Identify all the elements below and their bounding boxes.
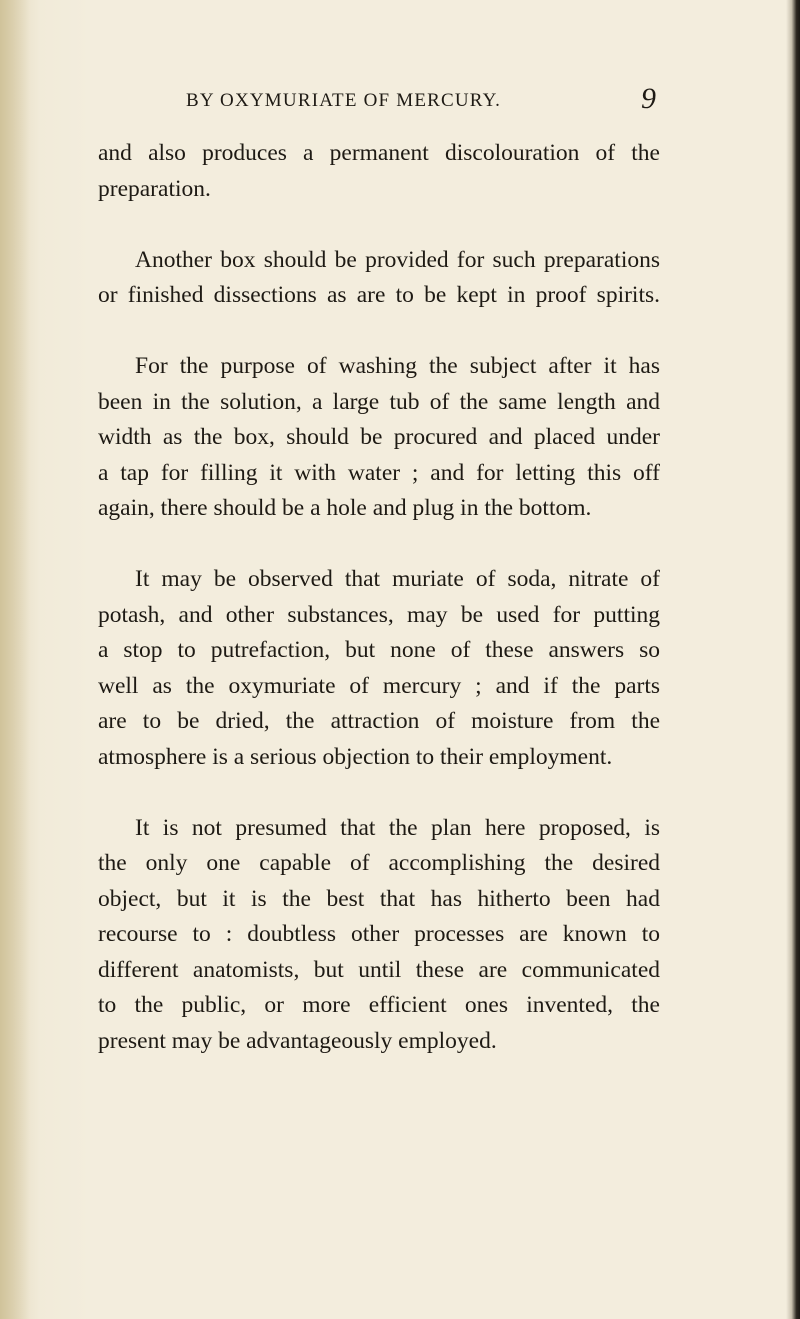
body-text [98, 136, 660, 1095]
text-line: different anatomists, but until these are communicated [98, 956, 660, 983]
text-line: object, but it is the best that has hitherto been had [98, 885, 660, 912]
text-line: a tap for filling it with water ; and for letting this off [98, 459, 660, 486]
text-line: potash, and other substances, may be used for putting [98, 601, 660, 628]
text-line: been in the solution, a large tub of the same length and [98, 388, 660, 415]
text-line: present may be advantageously employed. [98, 1027, 497, 1054]
paragraph [98, 349, 660, 527]
paragraph [98, 562, 660, 775]
text-line: atmosphere is a serious objection to their employment. [98, 743, 613, 770]
text-line: It may be observed that muriate of soda, nitrate of [135, 566, 660, 592]
page-header [186, 82, 656, 120]
text-line: to the public, or more efficient ones invented, the [98, 992, 660, 1018]
paragraph [98, 136, 660, 207]
page-edge [786, 0, 800, 1319]
text-line: the only one capable of accomplishing the desired [98, 850, 660, 876]
text-line: For the purpose of washing the subject after it has [135, 353, 660, 379]
running-head: BY OXYMURIATE OF MERCURY. [186, 90, 502, 111]
text-line: and also produces a permanent discolouration of the [98, 140, 660, 166]
text-line: again, there should be a hole and plug in the bottom. [98, 495, 592, 521]
gutter-shadow [0, 0, 30, 1319]
text-line: width as the box, should be procured and placed under [98, 424, 660, 450]
text-line: preparation. [98, 175, 211, 202]
text-line: well as the oxymuriate of mercury ; and if the parts [98, 672, 660, 699]
paragraph [98, 243, 660, 314]
text-line: are to be dried, the attraction of moisture from the [98, 708, 660, 734]
text-line: It is not presumed that the plan here proposed, is [135, 814, 660, 841]
text-line: or finished dissections as are to be kept in proof spirits. [98, 282, 660, 308]
text-line: a stop to putrefaction, but none of these answers so [98, 637, 660, 663]
page-number: 9 [641, 82, 656, 115]
paragraph [98, 811, 660, 1060]
text-line: recourse to : doubtless other processes are known to [98, 921, 660, 947]
text-line: Another box should be provided for such preparations [135, 246, 660, 273]
